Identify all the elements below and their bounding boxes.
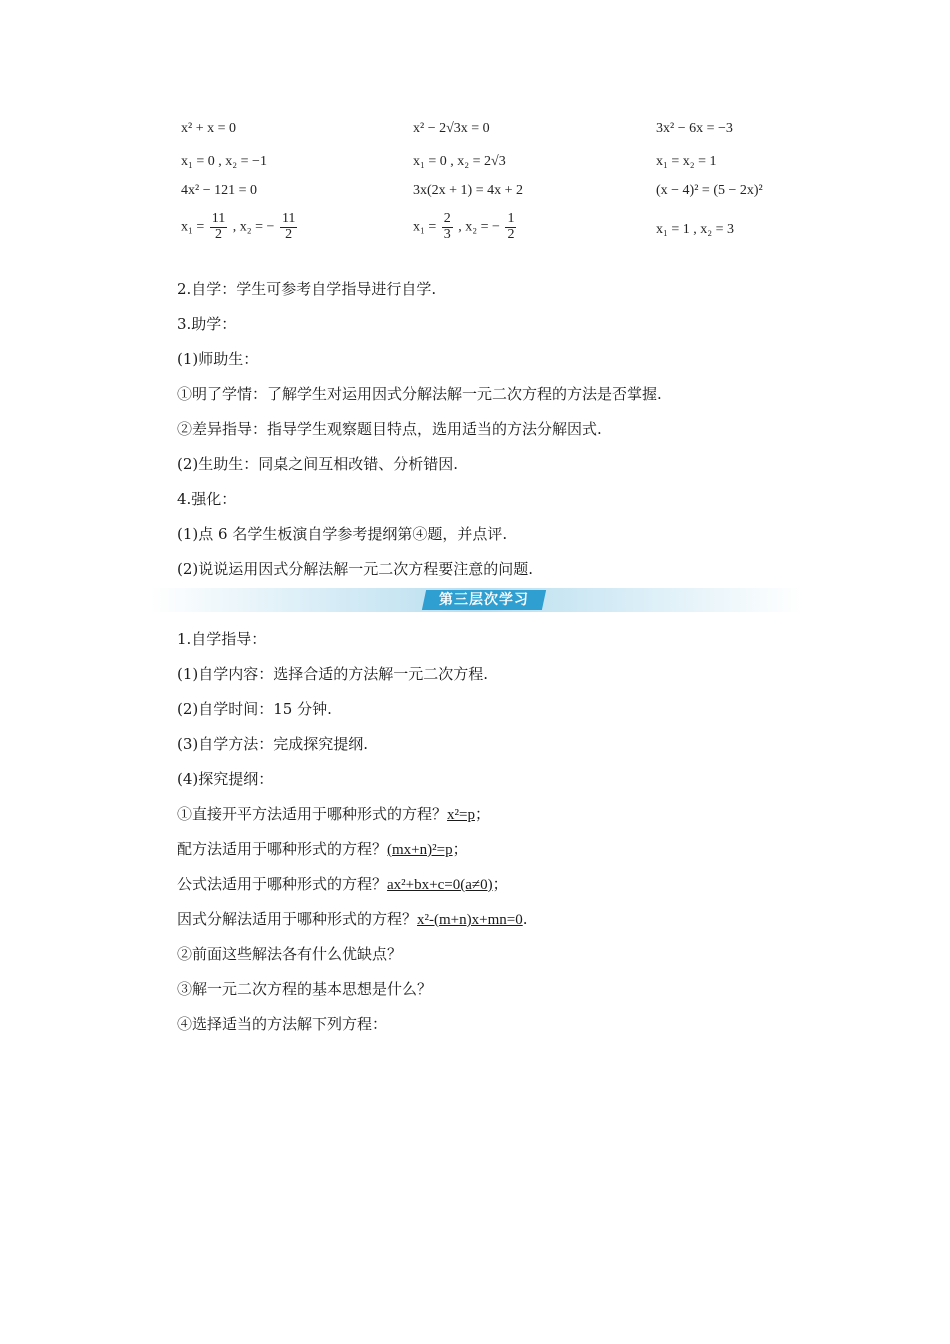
method-line: 公式法适用于哪种形式的方程？ax²+bx+c=0(a≠0)； — [177, 875, 508, 893]
text-line: 3.助学： — [177, 315, 237, 333]
method-line: 配方法适用于哪种形式的方程？(mx+n)²=p； — [177, 840, 468, 858]
text-line: (1)点 6 名学生板演自学参考提纲第④题，并点评. — [177, 525, 508, 543]
text-line: ③解一元二次方程的基本思想是什么？ — [177, 980, 433, 998]
answer-underlined: x²-(m+n)x+mn=0 — [417, 912, 523, 928]
text-line: 4.强化： — [177, 490, 237, 508]
text-line: ④选择适当的方法解下列方程： — [177, 1015, 388, 1033]
answer-underlined: x²=p — [447, 807, 475, 823]
text-line: 2.自学：学生可参考自学指导进行自学. — [177, 280, 437, 298]
equation-r3c3: (x − 4)² = (5 − 2x)² — [656, 183, 763, 198]
solution-r2c3: x₁ = x₂ = 1 — [656, 154, 717, 169]
solution-r4c3: x₁ = 1 , x₂ = 3 — [656, 222, 735, 237]
text-line: (1)师助生： — [177, 350, 259, 368]
equation-r3c1: 4x² − 121 = 0 — [181, 183, 257, 198]
equation-r3c2: 3x(2x + 1) = 4x + 2 — [413, 183, 524, 198]
text-line: (2)说说运用因式分解法解一元二次方程要注意的问题. — [177, 560, 534, 578]
text-line: 1.自学指导： — [177, 630, 267, 648]
text-line: ②差异指导：指导学生观察题目特点，选用适当的方法分解因式. — [177, 420, 602, 438]
solution-r2c1: x₁ = 0 , x₂ = −1 — [181, 154, 267, 169]
answer-underlined: ax²+bx+c=0(a≠0) — [387, 877, 493, 893]
text-line: ②前面这些解法各有什么优缺点？ — [177, 945, 403, 963]
method-line: ①直接开平方法适用于哪种形式的方程？x²=p； — [177, 805, 490, 823]
solution-r2c2: x₁ = 0 , x₂ = 2√3 — [413, 154, 506, 169]
text-line: (2)生助生：同桌之间互相改错、分析错因. — [177, 455, 459, 473]
text-line: (4)探究提纲： — [177, 770, 274, 788]
section-banner — [150, 588, 802, 612]
section-banner-title: 第三层次学习 — [422, 590, 546, 610]
solution-r4c2: x₁ = $\frac{2}{3}$ , x₂ = − $\frac{1}{2}$ — [413, 211, 515, 242]
equation-r1c2: x² − 2√3x = 0 — [413, 121, 490, 136]
answer-underlined: (mx+n)²=p — [387, 842, 453, 858]
text-line: (1)自学内容：选择合适的方法解一元二次方程. — [177, 665, 489, 683]
solution-r4c1: x₁ = $\frac{11}{2}$ , x₂ = − $\frac{11}{2}$ — [181, 211, 296, 242]
text-line: (3)自学方法：完成探究提纲. — [177, 735, 369, 753]
equation-r1c3: 3x² − 6x = −3 — [656, 121, 733, 136]
method-line: 因式分解法适用于哪种形式的方程？x²-(m+n)x+mn=0. — [177, 910, 528, 928]
text-line: (2)自学时间：15 分钟. — [177, 700, 332, 718]
text-line: ①明了学情：了解学生对运用因式分解法解一元二次方程的方法是否掌握. — [177, 385, 662, 403]
equation-r1c1: x² + x = 0 — [181, 121, 236, 136]
